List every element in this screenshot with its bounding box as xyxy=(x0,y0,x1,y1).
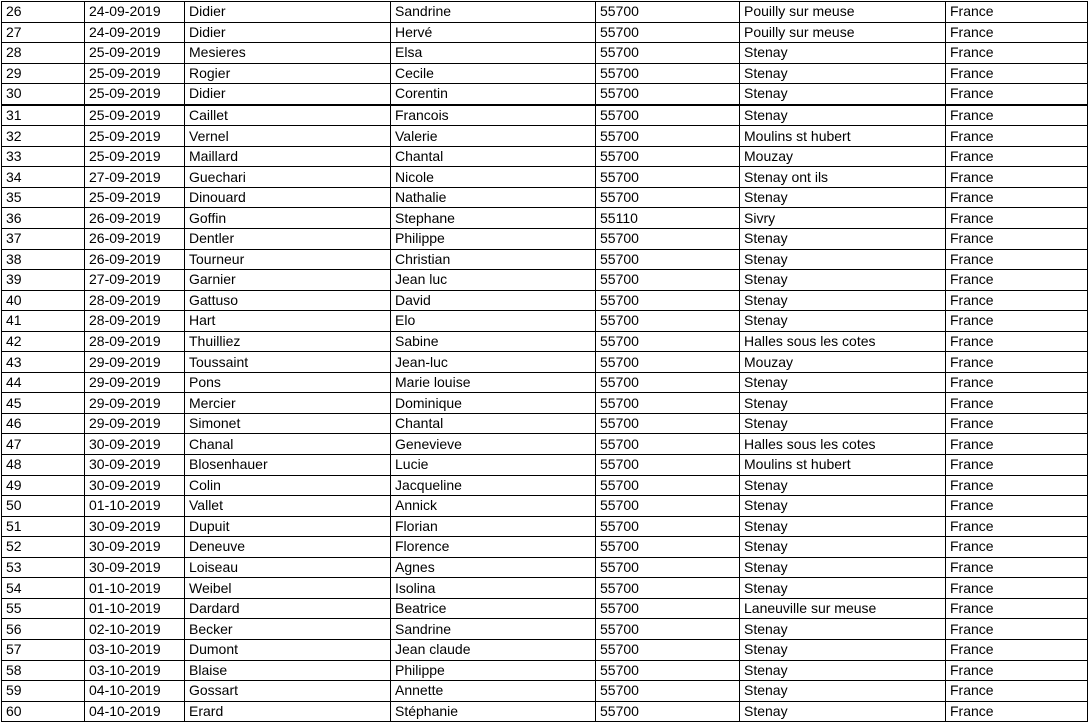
table-row xyxy=(2,660,1088,681)
row-number-cell: 52 xyxy=(2,537,85,558)
date-cell: 30-09-2019 xyxy=(85,537,185,558)
last-name-cell: Guechari xyxy=(185,167,391,188)
last-name-cell: Toussaint xyxy=(185,352,391,373)
first-name-cell: Sabine xyxy=(391,331,596,352)
date-cell: 03-10-2019 xyxy=(85,639,185,660)
first-name-cell: Corentin xyxy=(391,84,596,105)
row-number-cell: 42 xyxy=(2,331,85,352)
city-cell: Pouilly sur meuse xyxy=(740,2,946,23)
postal-code-cell: 55700 xyxy=(596,331,740,352)
row-number-cell: 34 xyxy=(2,167,85,188)
city-cell: Pouilly sur meuse xyxy=(740,22,946,43)
last-name-cell: Maillard xyxy=(185,146,391,167)
postal-code-cell: 55700 xyxy=(596,393,740,414)
city-cell: Sivry xyxy=(740,208,946,229)
date-cell: 30-09-2019 xyxy=(85,434,185,455)
first-name-cell: Florence xyxy=(391,537,596,558)
table-row xyxy=(2,475,1088,496)
first-name-cell: Dominique xyxy=(391,393,596,414)
row-number-cell: 49 xyxy=(2,475,85,496)
last-name-cell: Dupuit xyxy=(185,516,391,537)
row-number-cell: 45 xyxy=(2,393,85,414)
postal-code-cell: 55700 xyxy=(596,352,740,373)
last-name-cell: Deneuve xyxy=(185,537,391,558)
city-cell: Stenay xyxy=(740,619,946,640)
city-cell: Stenay xyxy=(740,105,946,126)
last-name-cell: Dentler xyxy=(185,229,391,250)
last-name-cell: Garnier xyxy=(185,270,391,291)
row-number-cell: 39 xyxy=(2,270,85,291)
postal-code-cell: 55700 xyxy=(596,701,740,722)
table-row xyxy=(2,701,1088,722)
row-number-cell: 35 xyxy=(2,187,85,208)
table-row xyxy=(2,63,1088,84)
country-cell: France xyxy=(946,229,1088,250)
city-cell: Stenay xyxy=(740,681,946,702)
city-cell: Stenay xyxy=(740,516,946,537)
country-cell: France xyxy=(946,660,1088,681)
last-name-cell: Gattuso xyxy=(185,290,391,311)
country-cell: France xyxy=(946,701,1088,722)
first-name-cell: Nicole xyxy=(391,167,596,188)
city-cell: Stenay xyxy=(740,639,946,660)
postal-code-cell: 55700 xyxy=(596,455,740,476)
row-number-cell: 56 xyxy=(2,619,85,640)
row-number-cell: 32 xyxy=(2,126,85,147)
table-row xyxy=(2,167,1088,188)
first-name-cell: Genevieve xyxy=(391,434,596,455)
table-row xyxy=(2,311,1088,332)
postal-code-cell: 55700 xyxy=(596,578,740,599)
city-cell: Laneuville sur meuse xyxy=(740,598,946,619)
last-name-cell: Rogier xyxy=(185,63,391,84)
date-cell: 26-09-2019 xyxy=(85,249,185,270)
country-cell: France xyxy=(946,84,1088,105)
date-cell: 28-09-2019 xyxy=(85,290,185,311)
last-name-cell: Loiseau xyxy=(185,557,391,578)
date-cell: 25-09-2019 xyxy=(85,84,185,105)
country-cell: France xyxy=(946,372,1088,393)
city-cell: Stenay xyxy=(740,413,946,434)
country-cell: France xyxy=(946,475,1088,496)
country-cell: France xyxy=(946,619,1088,640)
postal-code-cell: 55700 xyxy=(596,475,740,496)
country-cell: France xyxy=(946,393,1088,414)
date-cell: 30-09-2019 xyxy=(85,475,185,496)
country-cell: France xyxy=(946,22,1088,43)
last-name-cell: Simonet xyxy=(185,413,391,434)
last-name-cell: Mesieres xyxy=(185,43,391,64)
row-number-cell: 38 xyxy=(2,249,85,270)
first-name-cell: Stephane xyxy=(391,208,596,229)
country-cell: France xyxy=(946,249,1088,270)
date-cell: 01-10-2019 xyxy=(85,496,185,517)
date-cell: 25-09-2019 xyxy=(85,187,185,208)
date-cell: 26-09-2019 xyxy=(85,208,185,229)
row-number-cell: 33 xyxy=(2,146,85,167)
city-cell: Stenay xyxy=(740,660,946,681)
row-number-cell: 26 xyxy=(2,2,85,23)
postal-code-cell: 55700 xyxy=(596,270,740,291)
row-number-cell: 50 xyxy=(2,496,85,517)
country-cell: France xyxy=(946,208,1088,229)
date-cell: 03-10-2019 xyxy=(85,660,185,681)
last-name-cell: Weibel xyxy=(185,578,391,599)
date-cell: 25-09-2019 xyxy=(85,126,185,147)
date-cell: 29-09-2019 xyxy=(85,352,185,373)
table-row xyxy=(2,598,1088,619)
postal-code-cell: 55700 xyxy=(596,557,740,578)
row-number-cell: 58 xyxy=(2,660,85,681)
postal-code-cell: 55700 xyxy=(596,496,740,517)
city-cell: Moulins st hubert xyxy=(740,455,946,476)
city-cell: Stenay xyxy=(740,43,946,64)
row-number-cell: 48 xyxy=(2,455,85,476)
date-cell: 04-10-2019 xyxy=(85,681,185,702)
postal-code-cell: 55700 xyxy=(596,619,740,640)
first-name-cell: Valerie xyxy=(391,126,596,147)
table-row xyxy=(2,413,1088,434)
first-name-cell: Jacqueline xyxy=(391,475,596,496)
postal-code-cell: 55700 xyxy=(596,537,740,558)
postal-code-cell: 55700 xyxy=(596,43,740,64)
row-number-cell: 27 xyxy=(2,22,85,43)
last-name-cell: Didier xyxy=(185,84,391,105)
city-cell: Stenay xyxy=(740,84,946,105)
postal-code-cell: 55700 xyxy=(596,187,740,208)
city-cell: Stenay xyxy=(740,311,946,332)
first-name-cell: Jean claude xyxy=(391,639,596,660)
country-cell: France xyxy=(946,167,1088,188)
last-name-cell: Vallet xyxy=(185,496,391,517)
date-cell: 27-09-2019 xyxy=(85,270,185,291)
country-cell: France xyxy=(946,352,1088,373)
date-cell: 01-10-2019 xyxy=(85,598,185,619)
city-cell: Stenay xyxy=(740,63,946,84)
country-cell: France xyxy=(946,126,1088,147)
postal-code-cell: 55700 xyxy=(596,105,740,126)
table-row xyxy=(2,105,1088,126)
table-row xyxy=(2,22,1088,43)
country-cell: France xyxy=(946,681,1088,702)
country-cell: France xyxy=(946,331,1088,352)
first-name-cell: Jean-luc xyxy=(391,352,596,373)
first-name-cell: Elsa xyxy=(391,43,596,64)
first-name-cell: Chantal xyxy=(391,146,596,167)
row-number-cell: 53 xyxy=(2,557,85,578)
table-row xyxy=(2,455,1088,476)
first-name-cell: Francois xyxy=(391,105,596,126)
first-name-cell: Hervé xyxy=(391,22,596,43)
country-cell: France xyxy=(946,516,1088,537)
last-name-cell: Chanal xyxy=(185,434,391,455)
city-cell: Stenay xyxy=(740,578,946,599)
city-cell: Stenay xyxy=(740,701,946,722)
date-cell: 24-09-2019 xyxy=(85,2,185,23)
date-cell: 27-09-2019 xyxy=(85,167,185,188)
table-row xyxy=(2,290,1088,311)
last-name-cell: Blosenhauer xyxy=(185,455,391,476)
table-row xyxy=(2,208,1088,229)
row-number-cell: 28 xyxy=(2,43,85,64)
country-cell: France xyxy=(946,146,1088,167)
country-cell: France xyxy=(946,639,1088,660)
table-row xyxy=(2,331,1088,352)
country-cell: France xyxy=(946,455,1088,476)
date-cell: 29-09-2019 xyxy=(85,372,185,393)
postal-code-cell: 55700 xyxy=(596,290,740,311)
country-cell: France xyxy=(946,496,1088,517)
last-name-cell: Colin xyxy=(185,475,391,496)
row-number-cell: 47 xyxy=(2,434,85,455)
first-name-cell: Sandrine xyxy=(391,619,596,640)
city-cell: Stenay xyxy=(740,290,946,311)
first-name-cell: Florian xyxy=(391,516,596,537)
table-row xyxy=(2,578,1088,599)
last-name-cell: Dumont xyxy=(185,639,391,660)
row-number-cell: 54 xyxy=(2,578,85,599)
country-cell: France xyxy=(946,2,1088,23)
first-name-cell: Agnes xyxy=(391,557,596,578)
first-name-cell: Elo xyxy=(391,311,596,332)
date-cell: 30-09-2019 xyxy=(85,516,185,537)
last-name-cell: Didier xyxy=(185,2,391,23)
city-cell: Stenay xyxy=(740,229,946,250)
table-row xyxy=(2,146,1088,167)
last-name-cell: Goffin xyxy=(185,208,391,229)
table-row xyxy=(2,126,1088,147)
table-row xyxy=(2,516,1088,537)
postal-code-cell: 55700 xyxy=(596,167,740,188)
row-number-cell: 41 xyxy=(2,311,85,332)
date-cell: 25-09-2019 xyxy=(85,146,185,167)
row-number-cell: 57 xyxy=(2,639,85,660)
table-row xyxy=(2,229,1088,250)
table-row xyxy=(2,352,1088,373)
postal-code-cell: 55700 xyxy=(596,126,740,147)
postal-code-cell: 55700 xyxy=(596,660,740,681)
table-row xyxy=(2,619,1088,640)
date-cell: 24-09-2019 xyxy=(85,22,185,43)
city-cell: Stenay xyxy=(740,372,946,393)
date-cell: 28-09-2019 xyxy=(85,331,185,352)
first-name-cell: Marie louise xyxy=(391,372,596,393)
date-cell: 01-10-2019 xyxy=(85,578,185,599)
date-cell: 30-09-2019 xyxy=(85,455,185,476)
city-cell: Stenay xyxy=(740,496,946,517)
city-cell: Halles sous les cotes xyxy=(740,331,946,352)
last-name-cell: Gossart xyxy=(185,681,391,702)
row-number-cell: 59 xyxy=(2,681,85,702)
city-cell: Moulins st hubert xyxy=(740,126,946,147)
first-name-cell: Jean luc xyxy=(391,270,596,291)
first-name-cell: Annette xyxy=(391,681,596,702)
last-name-cell: Didier xyxy=(185,22,391,43)
last-name-cell: Blaise xyxy=(185,660,391,681)
date-cell: 25-09-2019 xyxy=(85,63,185,84)
row-number-cell: 55 xyxy=(2,598,85,619)
first-name-cell: Nathalie xyxy=(391,187,596,208)
postal-code-cell: 55700 xyxy=(596,598,740,619)
postal-code-cell: 55700 xyxy=(596,434,740,455)
date-cell: 25-09-2019 xyxy=(85,105,185,126)
first-name-cell: Chantal xyxy=(391,413,596,434)
table-row xyxy=(2,2,1088,23)
city-cell: Stenay xyxy=(740,249,946,270)
date-cell: 29-09-2019 xyxy=(85,393,185,414)
table-row xyxy=(2,639,1088,660)
country-cell: France xyxy=(946,187,1088,208)
row-number-cell: 46 xyxy=(2,413,85,434)
country-cell: France xyxy=(946,434,1088,455)
table-row xyxy=(2,187,1088,208)
first-name-cell: Beatrice xyxy=(391,598,596,619)
country-cell: France xyxy=(946,290,1088,311)
table-row xyxy=(2,537,1088,558)
row-number-cell: 30 xyxy=(2,84,85,105)
last-name-cell: Tourneur xyxy=(185,249,391,270)
country-cell: France xyxy=(946,43,1088,64)
city-cell: Stenay xyxy=(740,537,946,558)
row-number-cell: 51 xyxy=(2,516,85,537)
last-name-cell: Caillet xyxy=(185,105,391,126)
table-row xyxy=(2,84,1088,105)
table-row xyxy=(2,270,1088,291)
postal-code-cell: 55700 xyxy=(596,516,740,537)
first-name-cell: David xyxy=(391,290,596,311)
date-cell: 26-09-2019 xyxy=(85,229,185,250)
postal-code-cell: 55700 xyxy=(596,229,740,250)
date-cell: 28-09-2019 xyxy=(85,311,185,332)
country-cell: France xyxy=(946,63,1088,84)
country-cell: France xyxy=(946,537,1088,558)
row-number-cell: 40 xyxy=(2,290,85,311)
postal-code-cell: 55700 xyxy=(596,22,740,43)
row-number-cell: 60 xyxy=(2,701,85,722)
postal-code-cell: 55700 xyxy=(596,372,740,393)
row-number-cell: 31 xyxy=(2,105,85,126)
first-name-cell: Isolina xyxy=(391,578,596,599)
date-cell: 02-10-2019 xyxy=(85,619,185,640)
last-name-cell: Mercier xyxy=(185,393,391,414)
postal-code-cell: 55700 xyxy=(596,681,740,702)
city-cell: Halles sous les cotes xyxy=(740,434,946,455)
country-cell: France xyxy=(946,413,1088,434)
city-cell: Stenay xyxy=(740,557,946,578)
table-row xyxy=(2,249,1088,270)
table-row xyxy=(2,681,1088,702)
last-name-cell: Becker xyxy=(185,619,391,640)
row-number-cell: 36 xyxy=(2,208,85,229)
last-name-cell: Vernel xyxy=(185,126,391,147)
postal-code-cell: 55700 xyxy=(596,146,740,167)
postal-code-cell: 55700 xyxy=(596,2,740,23)
last-name-cell: Dinouard xyxy=(185,187,391,208)
postal-code-cell: 55110 xyxy=(596,208,740,229)
country-cell: France xyxy=(946,311,1088,332)
country-cell: France xyxy=(946,270,1088,291)
postal-code-cell: 55700 xyxy=(596,249,740,270)
postal-code-cell: 55700 xyxy=(596,84,740,105)
table-row xyxy=(2,496,1088,517)
postal-code-cell: 55700 xyxy=(596,311,740,332)
city-cell: Mouzay xyxy=(740,352,946,373)
postal-code-cell: 55700 xyxy=(596,413,740,434)
row-number-cell: 43 xyxy=(2,352,85,373)
first-name-cell: Cecile xyxy=(391,63,596,84)
country-cell: France xyxy=(946,578,1088,599)
country-cell: France xyxy=(946,557,1088,578)
city-cell: Stenay xyxy=(740,393,946,414)
first-name-cell: Annick xyxy=(391,496,596,517)
last-name-cell: Hart xyxy=(185,311,391,332)
row-number-cell: 29 xyxy=(2,63,85,84)
row-number-cell: 44 xyxy=(2,372,85,393)
last-name-cell: Thuilliez xyxy=(185,331,391,352)
first-name-cell: Stéphanie xyxy=(391,701,596,722)
date-cell: 25-09-2019 xyxy=(85,43,185,64)
first-name-cell: Christian xyxy=(391,249,596,270)
city-cell: Stenay xyxy=(740,270,946,291)
country-cell: France xyxy=(946,598,1088,619)
city-cell: Stenay ont ils xyxy=(740,167,946,188)
first-name-cell: Sandrine xyxy=(391,2,596,23)
date-cell: 29-09-2019 xyxy=(85,413,185,434)
first-name-cell: Philippe xyxy=(391,660,596,681)
table-row xyxy=(2,393,1088,414)
city-cell: Stenay xyxy=(740,475,946,496)
last-name-cell: Erard xyxy=(185,701,391,722)
first-name-cell: Philippe xyxy=(391,229,596,250)
last-name-cell: Dardard xyxy=(185,598,391,619)
table-row xyxy=(2,372,1088,393)
postal-code-cell: 55700 xyxy=(596,63,740,84)
first-name-cell: Lucie xyxy=(391,455,596,476)
country-cell: France xyxy=(946,105,1088,126)
table-row xyxy=(2,43,1088,64)
signature-list-table xyxy=(1,1,1088,722)
table-row xyxy=(2,434,1088,455)
date-cell: 30-09-2019 xyxy=(85,557,185,578)
row-number-cell: 37 xyxy=(2,229,85,250)
city-cell: Mouzay xyxy=(740,146,946,167)
table-row xyxy=(2,557,1088,578)
date-cell: 04-10-2019 xyxy=(85,701,185,722)
city-cell: Stenay xyxy=(740,187,946,208)
last-name-cell: Pons xyxy=(185,372,391,393)
postal-code-cell: 55700 xyxy=(596,639,740,660)
